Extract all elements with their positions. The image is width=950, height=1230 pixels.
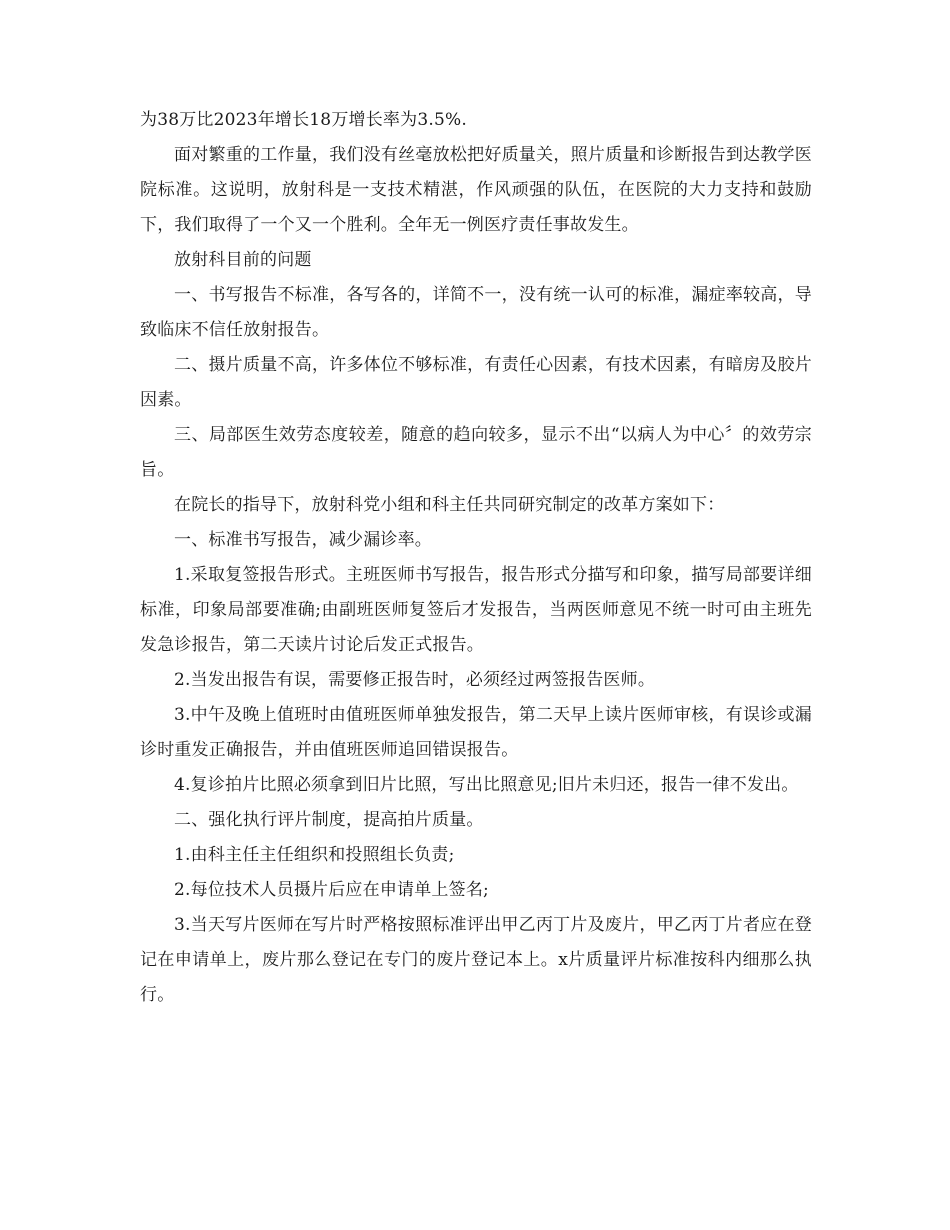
- paragraph-problem-2: 二、摄片质量不高，许多体位不够标准，有责任心因素，有技术因素，有暗房及胶片因素。: [140, 355, 812, 410]
- section-heading-reform-1: 一、标准书写报告，减少漏诊率。: [174, 530, 432, 550]
- list-item-reform-1-2: 2.当发出报告有误，需要修正报告时，必须经过两签报告医师。: [174, 670, 656, 690]
- paragraph-problem-3: 三、局部医生效劳态度较差，随意的趋向较多，显示不出“以病人为中心〞的效劳宗旨。: [140, 425, 812, 480]
- list-item-reform-2-2: 2.每位技术人员摄片后应在申请单上签名;: [174, 880, 489, 900]
- section-heading-problems: 放射科目前的问题: [174, 250, 312, 270]
- list-item-reform-2-1: 1.由科主任主任组织和投照组长负责;: [174, 845, 455, 865]
- paragraph-reform-intro: 在院长的指导下，放射科党小组和科主任共同研究制定的改革方案如下：: [174, 495, 725, 515]
- list-item-reform-1-1: 1.采取复签报告形式。主班医师书写报告，报告形式分描写和印象，描写局部要详细标准，印象局部要准确;由副班医师复签后才发报告，当两医师意见不统一时可由主班先发急诊报告，第二天读片讨论后发正式报告。: [140, 565, 812, 655]
- paragraph-problem-1: 一、书写报告不标准，各写各的，详简不一，没有统一认可的标准，漏症率较高，导致临床不信任放射报告。: [140, 285, 812, 340]
- document-body: [140, 103, 812, 1013]
- list-item-reform-1-4: 4.复诊拍片比照必须拿到旧片比照，写出比照意见;旧片未归还，报告一律不发出。: [174, 775, 799, 795]
- paragraph-continuation: 为38万比2023年增长18万增长率为3.5%.: [140, 110, 467, 130]
- paragraph-workload-quality: 面对繁重的工作量，我们没有丝毫放松把好质量关，照片质量和诊断报告到达教学医院标准。这说明，放射科是一支技术精湛，作风顽强的队伍，在医院的大力支持和鼓励下，我们取得了一个又一个胜利。全年无一例医疗责任事故发生。: [140, 145, 812, 235]
- section-heading-reform-2: 二、强化执行评片制度，提高拍片质量。: [174, 810, 484, 830]
- list-item-reform-1-3: 3.中午及晚上值班时由值班医师单独发报告，第二天早上读片医师审核，有误诊或漏诊时重发正确报告，并由值班医师追回错误报告。: [140, 705, 812, 760]
- list-item-reform-2-3: 3.当天写片医师在写片时严格按照标准评出甲乙丙丁片及废片，甲乙丙丁片者应在登记在申请单上，废片那么登记在专门的废片登记本上。x片质量评片标准按科内细那么执行。: [140, 915, 812, 1005]
